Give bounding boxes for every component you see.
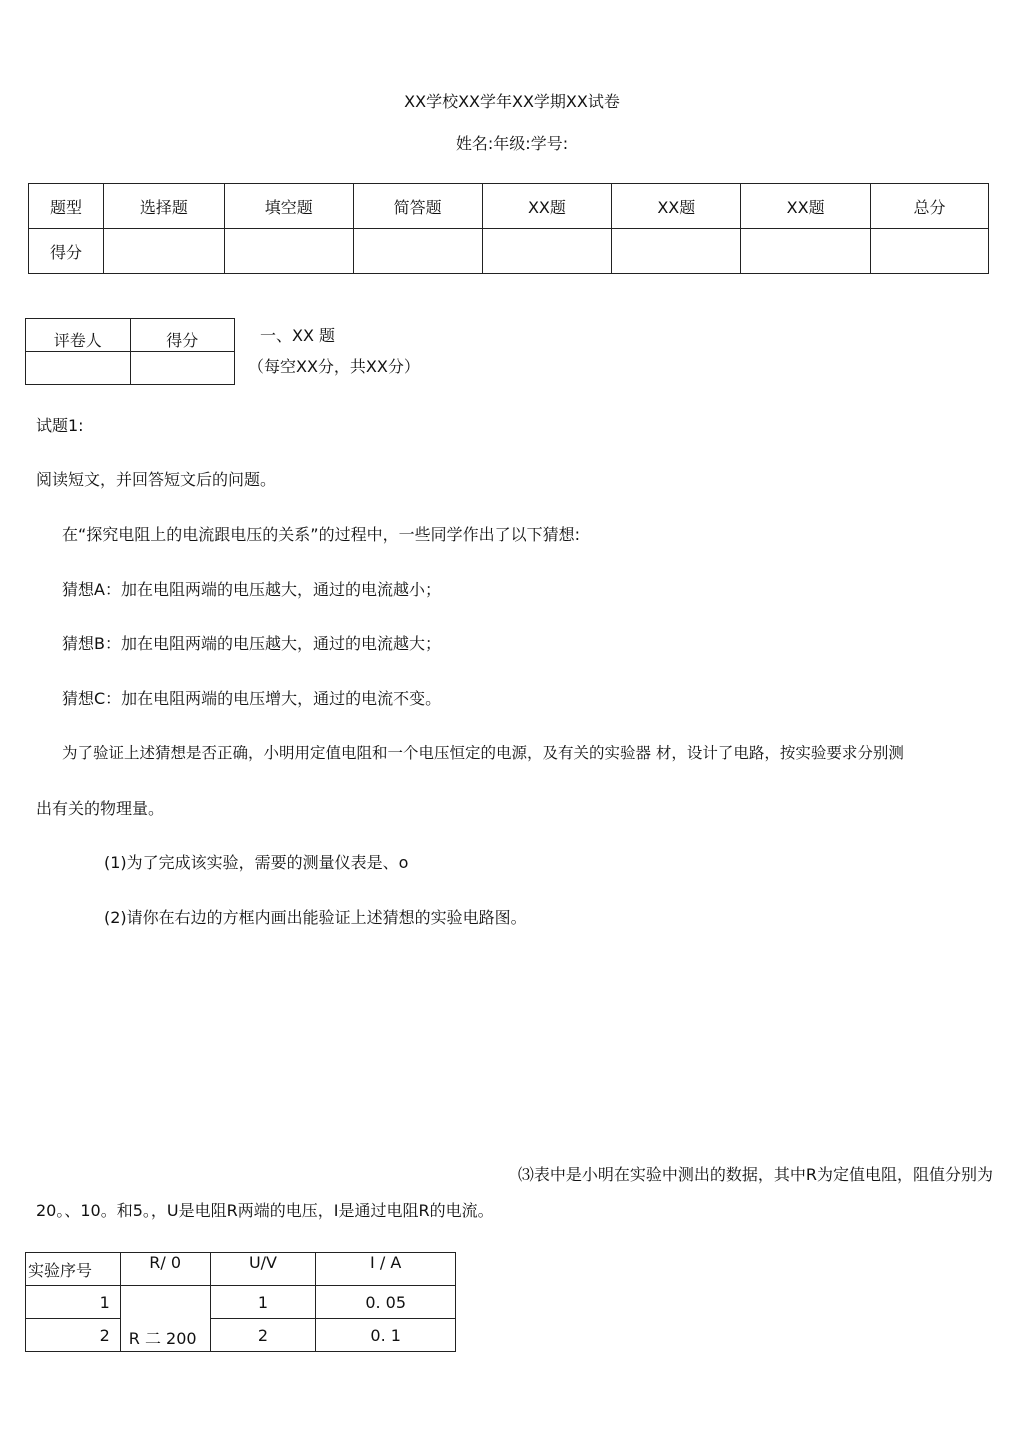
question-instruction: 阅读短文，并回答短文后的问题。	[36, 470, 277, 489]
score-table	[28, 183, 989, 274]
score-table-score-row	[29, 229, 989, 274]
score-cell	[871, 229, 989, 274]
score-header-cell: 选择题	[103, 184, 224, 229]
question-intro: 在“探究电阻上的电流跟电压的关系”的过程中，一些同学作出了以下猜想:	[62, 525, 580, 544]
grader-header: 评卷人	[26, 319, 131, 352]
subquestion-1: (1)为了完成该实验，需要的测量仪表是、o	[104, 853, 409, 872]
score-header-cell: 总分	[871, 184, 989, 229]
subquestion-3-line-2: 20。、10。和5。，U是电阻R两端的电压，I是通过电阻R的电流。	[36, 1201, 494, 1220]
trial-no: 2	[26, 1319, 121, 1352]
section-title: 一、XX 题	[260, 326, 336, 345]
score-header-cell: 题型	[29, 184, 104, 229]
guess-b: 猜想B：加在电阻两端的电压越大，通过的电流越大；	[62, 634, 441, 653]
score-header-cell: XX题	[741, 184, 871, 229]
resistance-value: R 二 200	[120, 1286, 210, 1352]
table-row	[26, 1319, 456, 1352]
student-info: 姓名:年级:学号:	[455, 134, 569, 153]
data-table-header-row	[26, 1253, 456, 1286]
header-trial-no: 实验序号	[26, 1253, 121, 1286]
grader-score-header: 得分	[130, 319, 235, 352]
header-voltage: U/V	[210, 1253, 316, 1286]
subquestion-3-line-1: ⑶表中是小明在实验中测出的数据，其中R为定值电阻，阻值分别为	[517, 1165, 993, 1184]
trial-no: 1	[26, 1286, 121, 1319]
score-cell	[353, 229, 482, 274]
grader-cell	[26, 352, 131, 385]
subquestion-2: (2)请你在右边的方框内画出能验证上述猜想的实验电路图。	[104, 908, 527, 927]
page-title: XX学校XX学年XX学期XX试卷	[404, 92, 620, 111]
score-cell	[612, 229, 741, 274]
score-header-cell: 填空题	[224, 184, 353, 229]
score-header-cell: 简答题	[353, 184, 482, 229]
current-value: 0. 05	[316, 1286, 456, 1319]
score-table-header-row	[29, 184, 989, 229]
header-current: I / A	[316, 1253, 456, 1286]
table-row	[26, 1286, 456, 1319]
score-header-cell: XX题	[612, 184, 741, 229]
grader-cell	[130, 352, 235, 385]
data-table	[25, 1252, 456, 1352]
guess-c: 猜想C：加在电阻两端的电压增大，通过的电流不变。	[62, 689, 442, 708]
voltage-value: 1	[210, 1286, 316, 1319]
score-cell	[482, 229, 612, 274]
section-note: （每空XX分，共XX分）	[248, 357, 420, 376]
question-label: 试题1:	[36, 416, 84, 435]
current-value: 0. 1	[316, 1319, 456, 1352]
score-row-label: 得分	[29, 229, 104, 274]
score-cell	[224, 229, 353, 274]
grader-table	[25, 318, 235, 385]
grader-header-row	[26, 319, 235, 352]
score-cell	[103, 229, 224, 274]
voltage-value: 2	[210, 1319, 316, 1352]
score-cell	[741, 229, 871, 274]
paragraph-line-1: 为了验证上述猜想是否正确，小明用定值电阻和一个电压恒定的电源，及有关的实验器 材，设计了电路，按实验要求分别测	[62, 744, 904, 762]
score-header-cell: XX题	[482, 184, 612, 229]
paragraph-line-2: 出有关的物理量。	[36, 799, 165, 818]
header-resistance: R/ 0	[120, 1253, 210, 1286]
guess-a: 猜想A：加在电阻两端的电压越大，通过的电流越小；	[62, 580, 441, 599]
grader-blank-row	[26, 352, 235, 385]
